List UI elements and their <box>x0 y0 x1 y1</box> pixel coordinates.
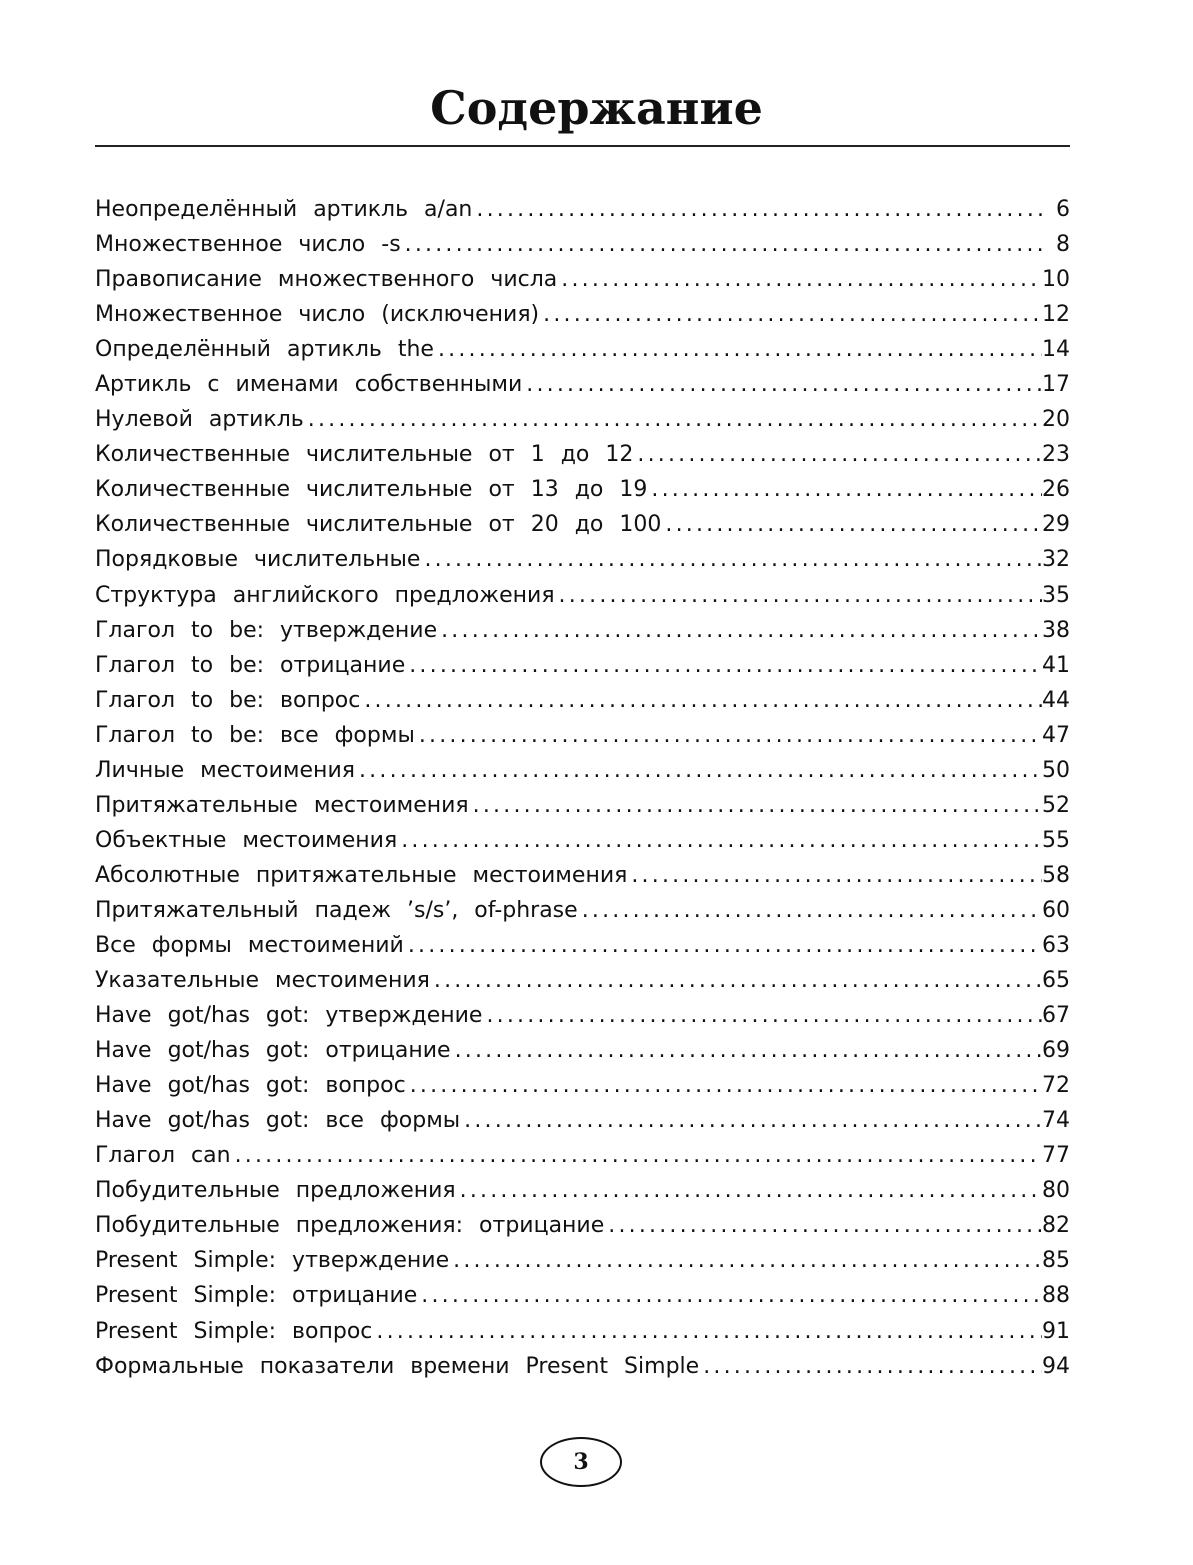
toc-entry[interactable] <box>95 1138 1070 1173</box>
toc-entry-page: 12 <box>1042 302 1070 328</box>
toc-entry-page: 55 <box>1042 827 1070 853</box>
toc-entry-page: 10 <box>1042 267 1070 293</box>
page-number: 3 <box>573 1449 589 1475</box>
toc-entry-title: Глагол can <box>95 1143 231 1169</box>
toc-entry-page: 58 <box>1042 862 1070 888</box>
toc-entry[interactable] <box>95 893 1070 928</box>
toc-dot-leader <box>460 1103 1042 1138</box>
toc-entry-page: 72 <box>1042 1073 1070 1099</box>
toc-dot-leader <box>417 1278 1042 1313</box>
toc-entry-page: 67 <box>1042 1003 1070 1029</box>
toc-entry-title: Количественные числительные от 20 до 100 <box>95 512 662 538</box>
toc-entry-title: Множественное число -s <box>95 232 401 258</box>
toc-entry-title: Have got/has got: отрицание <box>95 1038 451 1064</box>
toc-entry-page: 20 <box>1042 407 1070 433</box>
toc-entry-title: Глагол to be: все формы <box>95 722 415 748</box>
toc-dot-leader <box>627 858 1042 893</box>
toc-entry-page: 63 <box>1042 932 1070 958</box>
toc-dot-leader <box>304 402 1042 437</box>
toc-dot-leader <box>360 683 1042 718</box>
toc-entry[interactable] <box>95 437 1070 472</box>
toc-entry[interactable] <box>95 963 1070 998</box>
toc-entry-title: Артикль с именами собственными <box>95 372 523 398</box>
toc-dot-leader <box>661 507 1042 542</box>
toc-dot-leader <box>557 262 1042 297</box>
toc-entry[interactable] <box>95 788 1070 823</box>
toc-dot-leader <box>522 367 1042 402</box>
toc-entry-title: Have got/has got: все формы <box>95 1108 461 1134</box>
toc-entry[interactable] <box>95 1314 1070 1349</box>
toc-dot-leader <box>578 893 1042 928</box>
toc-dot-leader <box>434 332 1042 367</box>
toc-entry-title: Структура английского предложения <box>95 582 555 608</box>
toc-dot-leader <box>472 192 1042 227</box>
toc-entry-title: Глагол to be: вопрос <box>95 687 361 713</box>
toc-entry[interactable] <box>95 1068 1070 1103</box>
toc-entry-page: 44 <box>1042 687 1070 713</box>
toc-entry[interactable] <box>95 1349 1070 1384</box>
toc-dot-leader <box>355 753 1042 788</box>
toc-entry-title: Формальные показатели времени Present Simple <box>95 1353 700 1379</box>
toc-entry[interactable] <box>95 1278 1070 1313</box>
toc-entry-title: Количественные числительные от 1 до 12 <box>95 442 634 468</box>
toc-entry-title: Все формы местоимений <box>95 932 404 958</box>
toc-entry-page: 32 <box>1042 547 1070 573</box>
toc-entry[interactable] <box>95 507 1070 542</box>
toc-entry-page: 41 <box>1042 652 1070 678</box>
toc-entry[interactable] <box>95 1033 1070 1068</box>
toc-entry-page: 52 <box>1042 792 1070 818</box>
toc-dot-leader <box>451 1033 1042 1068</box>
toc-entry[interactable] <box>95 542 1070 577</box>
toc-dot-leader <box>372 1314 1042 1349</box>
toc-entry[interactable] <box>95 192 1070 227</box>
toc-entry-page: 47 <box>1042 722 1070 748</box>
toc-entry-page: 38 <box>1042 617 1070 643</box>
toc-entry[interactable] <box>95 648 1070 683</box>
toc-entry-title: Притяжательные местоимения <box>95 792 469 818</box>
toc-dot-leader <box>404 928 1042 963</box>
toc-entry-page: 94 <box>1042 1353 1070 1379</box>
toc-entry-page: 91 <box>1042 1318 1070 1344</box>
toc-dot-leader <box>437 613 1042 648</box>
toc-entry[interactable] <box>95 718 1070 753</box>
toc-entry-page: 50 <box>1042 757 1070 783</box>
toc-entry-page: 29 <box>1042 512 1070 538</box>
toc-entry-title: Объектные местоимения <box>95 827 398 853</box>
toc-entry-page: 14 <box>1042 337 1070 363</box>
toc-dot-leader <box>420 542 1042 577</box>
toc-dot-leader <box>469 788 1042 823</box>
toc-entry-title: Правописание множественного числа <box>95 267 558 293</box>
toc-dot-leader <box>231 1138 1042 1173</box>
toc-dot-leader <box>415 718 1042 753</box>
toc-entry[interactable] <box>95 472 1070 507</box>
toc-entry[interactable] <box>95 858 1070 893</box>
title-divider <box>95 145 1070 147</box>
toc-entry-page: 23 <box>1042 442 1070 468</box>
toc-entry-page: 17 <box>1042 372 1070 398</box>
toc-entry-page: 35 <box>1042 582 1070 608</box>
toc-entry-title: Present Simple: утверждение <box>95 1248 450 1274</box>
toc-entry-title: Нулевой артикль <box>95 407 304 433</box>
toc-entry[interactable] <box>95 367 1070 402</box>
toc-entry-page: 6 <box>1056 197 1070 222</box>
toc-dot-leader <box>604 1208 1042 1243</box>
toc-entry-page: 80 <box>1042 1178 1070 1204</box>
toc-entry-title: Притяжательный падеж ’s/s’, of-phrase <box>95 897 578 923</box>
toc-entry-title: Present Simple: вопрос <box>95 1318 373 1344</box>
toc-dot-leader <box>555 578 1042 613</box>
toc-dot-leader <box>449 1243 1042 1278</box>
toc-entry-page: 69 <box>1042 1038 1070 1064</box>
toc-entry-title: Have got/has got: утверждение <box>95 1003 483 1029</box>
toc-entry-title: Have got/has got: вопрос <box>95 1073 406 1099</box>
toc-dot-leader <box>401 227 1042 262</box>
toc-entry-title: Количественные числительные от 13 до 19 <box>95 477 648 503</box>
toc-entry[interactable] <box>95 1243 1070 1278</box>
toc-entry-title: Глагол to be: отрицание <box>95 652 406 678</box>
toc-entry-title: Множественное число (исключения) <box>95 302 540 328</box>
toc-entry-title: Указательные местоимения <box>95 968 430 994</box>
toc-entry-title: Побудительные предложения: отрицание <box>95 1213 605 1239</box>
toc-entry[interactable] <box>95 262 1070 297</box>
toc-entry-page: 77 <box>1042 1143 1070 1169</box>
page-title: Содержание <box>430 81 763 135</box>
toc-entry-title: Порядковые числительные <box>95 547 421 573</box>
toc-entry[interactable] <box>95 578 1070 613</box>
toc-dot-leader <box>406 1068 1042 1103</box>
toc-dot-leader <box>633 437 1042 472</box>
toc-entry-title: Глагол to be: утверждение <box>95 617 438 643</box>
toc-entry[interactable] <box>95 1103 1070 1138</box>
toc-entry-page: 88 <box>1042 1283 1070 1309</box>
toc-dot-leader <box>482 998 1042 1033</box>
toc-entry[interactable] <box>95 1208 1070 1243</box>
toc-entry[interactable] <box>95 613 1070 648</box>
toc-dot-leader <box>647 472 1042 507</box>
toc-entry[interactable] <box>95 297 1070 332</box>
toc-entry[interactable] <box>95 823 1070 858</box>
toc-entry[interactable] <box>95 998 1070 1033</box>
toc-entry[interactable] <box>95 683 1070 718</box>
toc-dot-leader <box>405 648 1042 683</box>
toc-dot-leader <box>397 823 1042 858</box>
toc-entry-page: 85 <box>1042 1248 1070 1274</box>
table-of-contents <box>95 192 1070 1384</box>
toc-entry[interactable] <box>95 402 1070 437</box>
toc-entry[interactable] <box>95 332 1070 367</box>
toc-entry-page: 82 <box>1042 1213 1070 1239</box>
toc-entry-page: 26 <box>1042 477 1070 503</box>
toc-entry-page: 60 <box>1042 897 1070 923</box>
toc-entry-title: Личные местоимения <box>95 757 355 783</box>
toc-dot-leader <box>430 963 1042 998</box>
toc-entry-title: Абсолютные притяжательные местоимения <box>95 862 628 888</box>
toc-dot-leader <box>539 297 1042 332</box>
toc-entry[interactable] <box>95 1173 1070 1208</box>
toc-entry-title: Определённый артикль the <box>95 337 434 363</box>
toc-entry[interactable] <box>95 928 1070 963</box>
toc-entry-page: 8 <box>1056 232 1070 258</box>
toc-entry[interactable] <box>95 227 1070 262</box>
toc-entry-page: 74 <box>1042 1108 1070 1134</box>
toc-entry-title: Неопределённый артикль a/an <box>95 197 473 222</box>
toc-entry-title: Побудительные предложения <box>95 1178 456 1204</box>
toc-dot-leader <box>699 1349 1042 1384</box>
toc-entry-title: Present Simple: отрицание <box>95 1283 418 1309</box>
toc-entry[interactable] <box>95 753 1070 788</box>
toc-entry-page: 65 <box>1042 968 1070 994</box>
page-number-badge <box>540 1437 622 1487</box>
toc-dot-leader <box>456 1173 1042 1208</box>
